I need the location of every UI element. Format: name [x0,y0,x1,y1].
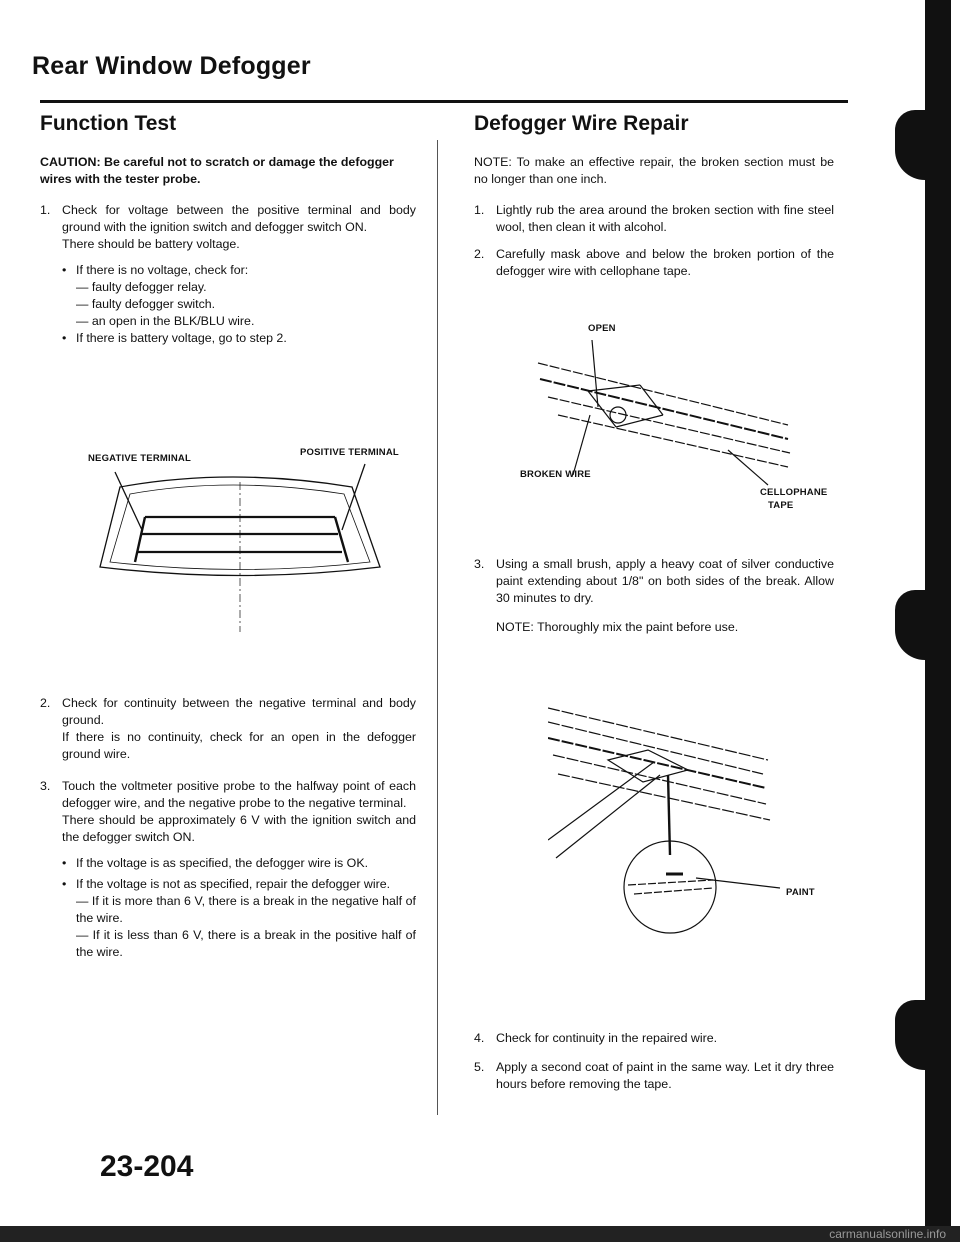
step-result: If there is no continuity, check for an open in the defogger ground wire. [62,730,416,761]
step-text: Apply a second coat of paint in the same way. Let it dry three hours before removing the tape. [496,1060,834,1091]
function-test-heading: Function Test [40,112,177,135]
step-number: 4. [474,1031,485,1045]
step-2 [40,695,416,763]
page-number: 23-204 [100,1150,194,1183]
step-number: 1. [40,203,51,217]
repair-steps-4-5 [474,1030,834,1093]
step-text: Using a small brush, apply a heavy coat of silver conductive paint extending about 1/8" on both sides of the break. Allow 30 minutes to dry. [496,557,834,605]
step-number: 2. [474,247,485,261]
bullet-item [62,855,416,872]
function-step-2 [40,695,416,961]
edge-tab [895,110,929,180]
open-label: OPEN [588,323,616,334]
function-test-section [40,112,416,347]
dash-item: — an open in the BLK/BLU wire. [76,314,255,328]
step-number: 3. [40,779,51,793]
column-divider [437,140,438,1115]
rear-window-diagram [80,462,430,632]
step-3 [474,556,834,636]
bullet-dot: • [62,856,67,870]
negative-terminal-label: NEGATIVE TERMINAL [88,453,191,464]
repair-step-5 [474,1059,834,1093]
repair-step-2 [474,246,834,280]
step-result: There should be battery voltage. [62,237,240,251]
broken-wire-label: BROKEN WIRE [520,469,591,480]
watermark: carmanualsonline.info [829,1227,946,1241]
wire-repair-heading: Defogger Wire Repair [474,112,689,135]
edge-tab [895,590,929,660]
step-text: Check for continuity in the repaired wire. [496,1031,718,1045]
dash-item: — faulty defogger switch. [76,297,216,311]
repair-step-4 [474,1030,834,1047]
bullet-dot: • [62,877,67,891]
step-text: Carefully mask above and below the broken portion of the defogger wire with cellophane tape. [496,247,834,278]
cellophane-label: CELLOPHANE [760,487,828,498]
bullet-item [62,876,416,961]
broken-wire-diagram [528,335,798,495]
bullet-text: If there is no voltage, check for: [76,263,249,277]
step-number: 2. [40,696,51,710]
function-step-3 [40,778,416,961]
title-rule [40,100,848,103]
bottom-bar [0,1226,960,1242]
paint-label: PAINT [786,887,815,898]
repair-step-3 [474,556,834,636]
bullet-dot: • [62,263,67,277]
step-number: 3. [474,557,485,571]
dash-item: — If it is more than 6 V, there is a break in the negative half of the wire. [76,894,416,925]
step-text: Check for voltage between the positive terminal and body ground with the ignition switch and defogger switch ON. [62,203,416,234]
wire-repair-section [474,112,834,280]
function-step-1 [40,202,416,347]
edge-tab [895,1000,929,1070]
paint-diagram [548,700,788,940]
repair-note: NOTE: To make an effective repair, the broken section must be no longer than one inch. [474,155,834,186]
dash-item: — If it is less than 6 V, there is a break in the positive half of the wire. [76,928,416,959]
step-result: There should be approximately 6 V with the ignition switch and the defogger switch ON. [62,813,416,844]
step-text: Touch the voltmeter positive probe to the halfway point of each defogger wire, and the negative probe to the negative terminal. [62,779,416,810]
bullet-text: If the voltage is not as specified, repair the defogger wire. [76,877,391,891]
step-text: Check for continuity between the negative terminal and body ground. [62,696,416,727]
bullet-item [62,330,416,347]
page-title: Rear Window Defogger [32,52,311,80]
bullet-text: If the voltage is as specified, the defogger wire is OK. [76,856,369,870]
bullet-dot: • [62,331,67,345]
step-text: Lightly rub the area around the broken section with fine steel wool, then clean it with alcohol. [496,203,834,234]
caution-note: CAUTION: Be careful not to scratch or damage the defogger wires with the tester probe. [40,155,394,186]
step-note: NOTE: Thoroughly mix the paint before use. [496,620,739,634]
bullet-item [62,262,416,330]
positive-terminal-label: POSITIVE TERMINAL [300,447,399,458]
repair-step-1 [474,202,834,236]
tape-label: TAPE [768,500,794,511]
dash-item: — faulty defogger relay. [76,280,207,294]
step-number: 1. [474,203,485,217]
step-number: 5. [474,1060,485,1074]
bullet-text: If there is battery voltage, go to step 2. [76,331,287,345]
